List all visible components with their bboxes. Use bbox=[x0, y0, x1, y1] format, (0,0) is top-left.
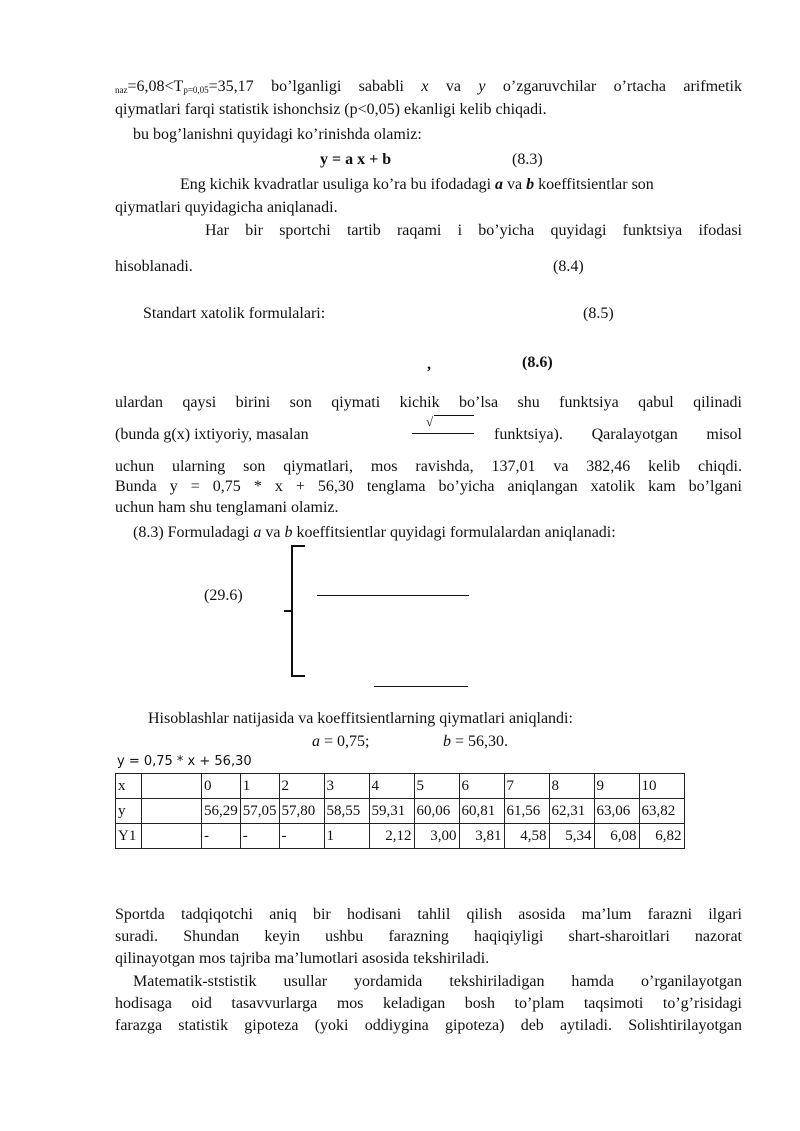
table-cell: 10 bbox=[639, 774, 684, 799]
table-cell: 5,34 bbox=[549, 824, 594, 849]
table-cell: 59,31 bbox=[369, 799, 414, 824]
table-cell: 6,08 bbox=[594, 824, 639, 849]
paragraph-line bbox=[180, 176, 654, 194]
paragraph-line: qiymatlari farqi statistik ishonchsiz (p<0,05) ekanligi kelib chiqadi. bbox=[115, 101, 547, 118]
var-b: b bbox=[443, 733, 451, 750]
var-b: b bbox=[284, 524, 293, 541]
var-x: x bbox=[421, 78, 429, 95]
table-cell: 7 bbox=[504, 774, 549, 799]
text-run: (8.3) Formuladagi bbox=[133, 524, 254, 541]
paragraph-line: bu bog’lanishni quyidagi ko’rinishda olamiz: bbox=[133, 126, 422, 143]
paragraph-line: hisoblanadi. bbox=[115, 258, 193, 275]
table-cell: - bbox=[202, 824, 241, 849]
table-cell: 61,56 bbox=[504, 799, 549, 824]
paragraph-line bbox=[133, 524, 616, 542]
var-a: a bbox=[495, 176, 504, 193]
var-a: a bbox=[253, 524, 262, 541]
table-cell: 56,29 bbox=[202, 799, 241, 824]
table-cell: 1 bbox=[240, 774, 279, 799]
text-run: o’zgaruvchilar o’rtacha arifmetik bbox=[485, 78, 742, 95]
paragraph-line: Matematik-ststistik usullar yordamida tekshiriladigan hamda o’rganilayotgan bbox=[133, 973, 742, 990]
row-label: y bbox=[116, 799, 142, 824]
table-cell: 2 bbox=[279, 774, 324, 799]
table-cell: 2,12 bbox=[369, 824, 414, 849]
var-y: y bbox=[478, 78, 486, 95]
equation-8-3: y = a x + b bbox=[320, 151, 392, 168]
value: = 56,30. bbox=[451, 733, 509, 750]
table-cell: 57,05 bbox=[240, 799, 279, 824]
sqrt-bar bbox=[434, 415, 474, 416]
table-cell bbox=[142, 774, 202, 799]
paragraph-line: uchun ularning son qiymatlari, mos ravishda, 137,01 va 382,46 kelib chiqdi. bbox=[115, 458, 742, 475]
table-cell bbox=[142, 799, 202, 824]
table-cell: 63,06 bbox=[594, 799, 639, 824]
fraction-line bbox=[412, 433, 474, 434]
paragraph-line: Har bir sportchi tartib raqami i bo’yicha quyidagi funktsiya ifodasi bbox=[205, 222, 742, 239]
text-run: koeffitsientlar son bbox=[534, 176, 654, 193]
text-run: =6,08<T bbox=[127, 78, 184, 95]
fraction-line bbox=[374, 686, 468, 687]
equation-number: (8.3) bbox=[512, 151, 543, 168]
text-run: va bbox=[261, 524, 285, 541]
table-cell: 5 bbox=[414, 774, 459, 799]
table-caption: y = 0,75 * x + 56,30 bbox=[117, 754, 252, 769]
table-cell: 4,58 bbox=[504, 824, 549, 849]
table-cell: - bbox=[240, 824, 279, 849]
equation-number: (8.6) bbox=[522, 354, 553, 371]
table-cell: 9 bbox=[594, 774, 639, 799]
row-label: Y1 bbox=[116, 824, 142, 849]
table-row bbox=[116, 774, 757, 799]
text-run: va bbox=[428, 78, 479, 95]
table-cell: 57,80 bbox=[279, 799, 324, 824]
subscript: naz bbox=[115, 85, 128, 95]
result-a bbox=[312, 733, 369, 751]
result-b bbox=[443, 733, 508, 751]
text-run: Eng kichik kvadratlar usuliga ko’ra bu ifodadagi bbox=[180, 176, 496, 193]
paragraph-line: Sportda tadqiqotchi aniq bir hodisani tahlil qilish asosida ma’lum farazni ilgari bbox=[115, 906, 742, 923]
text-run: koeffitsientlar quyidagi formulalardan aniqlanadi: bbox=[292, 524, 616, 541]
table-cell: 60,06 bbox=[414, 799, 459, 824]
paragraph-line: Bunda y = 0,75 * x + 56,30 tenglama bo’yicha aniqlangan xatolik kam bo’lgani bbox=[115, 478, 742, 495]
data-table bbox=[115, 773, 757, 849]
paragraph-line: farazga statistik gipoteza (yoki oddiygina gipoteza) deb aytiladi. Solishtirilayotgan bbox=[115, 1017, 742, 1034]
paragraph-line bbox=[115, 78, 742, 96]
subscript: p=0,05 bbox=[183, 85, 209, 95]
text-run: va bbox=[503, 176, 527, 193]
table-cell bbox=[142, 824, 202, 849]
paragraph-line: suradi. Shundan keyin ushbu farazning haqiqiyligi shart-sharoitlari nazorat bbox=[115, 928, 742, 945]
paragraph-line: qiymatlari quyidagicha aniqlanadi. bbox=[115, 199, 338, 216]
comma: , bbox=[427, 356, 431, 373]
equation-number: (8.4) bbox=[553, 258, 584, 275]
table-cell: 6 bbox=[459, 774, 504, 799]
fraction-line bbox=[317, 595, 469, 596]
table-cell: 63,82 bbox=[639, 799, 684, 824]
paragraph-line: (bunda g(x) ixtiyoriy, masalan bbox=[115, 426, 309, 443]
equation-number: (29.6) bbox=[204, 587, 243, 604]
table-cell: 3 bbox=[324, 774, 369, 799]
value: = 0,75; bbox=[320, 733, 370, 750]
equation-number: (8.5) bbox=[583, 305, 614, 322]
table-cell: 6,82 bbox=[639, 824, 684, 849]
paragraph-line: qilinayotgan mos tajriba ma’lumotlari asosida tekshiriladi. bbox=[115, 950, 490, 967]
sqrt-sign: √ bbox=[426, 414, 434, 429]
row-label: x bbox=[116, 774, 142, 799]
table-row bbox=[116, 824, 757, 849]
paragraph-line: Standart xatolik formulalari: bbox=[143, 305, 326, 322]
paragraph-line: hodisaga oid tasavvurlarga mos keladigan bosh to’plam taqsimoti to’g’risidagi bbox=[115, 995, 742, 1012]
paragraph-line: ulardan qaysi birini son qiymati kichik bo’lsa shu funktsiya qabul qilinadi bbox=[115, 394, 742, 411]
table-cell: 1 bbox=[324, 824, 369, 849]
table-cell: 4 bbox=[369, 774, 414, 799]
table-cell: 3,00 bbox=[414, 824, 459, 849]
paragraph-line: funktsiya). Qaralayotgan misol bbox=[494, 426, 742, 443]
var-a: a bbox=[312, 733, 320, 750]
table-cell: 8 bbox=[549, 774, 594, 799]
var-b: b bbox=[526, 176, 535, 193]
table-cell: - bbox=[279, 824, 324, 849]
table-row bbox=[116, 799, 757, 824]
table-cell: 58,55 bbox=[324, 799, 369, 824]
paragraph-line: Hisoblashlar natijasida va koeffitsientlarning qiymatlari aniqlandi: bbox=[148, 710, 573, 727]
paragraph-line: uchun ham shu tenglamani olamiz. bbox=[115, 499, 339, 516]
table-cell: 3,81 bbox=[459, 824, 504, 849]
table-cell: 0 bbox=[202, 774, 241, 799]
table-cell: 60,81 bbox=[459, 799, 504, 824]
table-cell: 62,31 bbox=[549, 799, 594, 824]
text-run: =35,17 bo’lganligi sababli bbox=[208, 78, 422, 95]
